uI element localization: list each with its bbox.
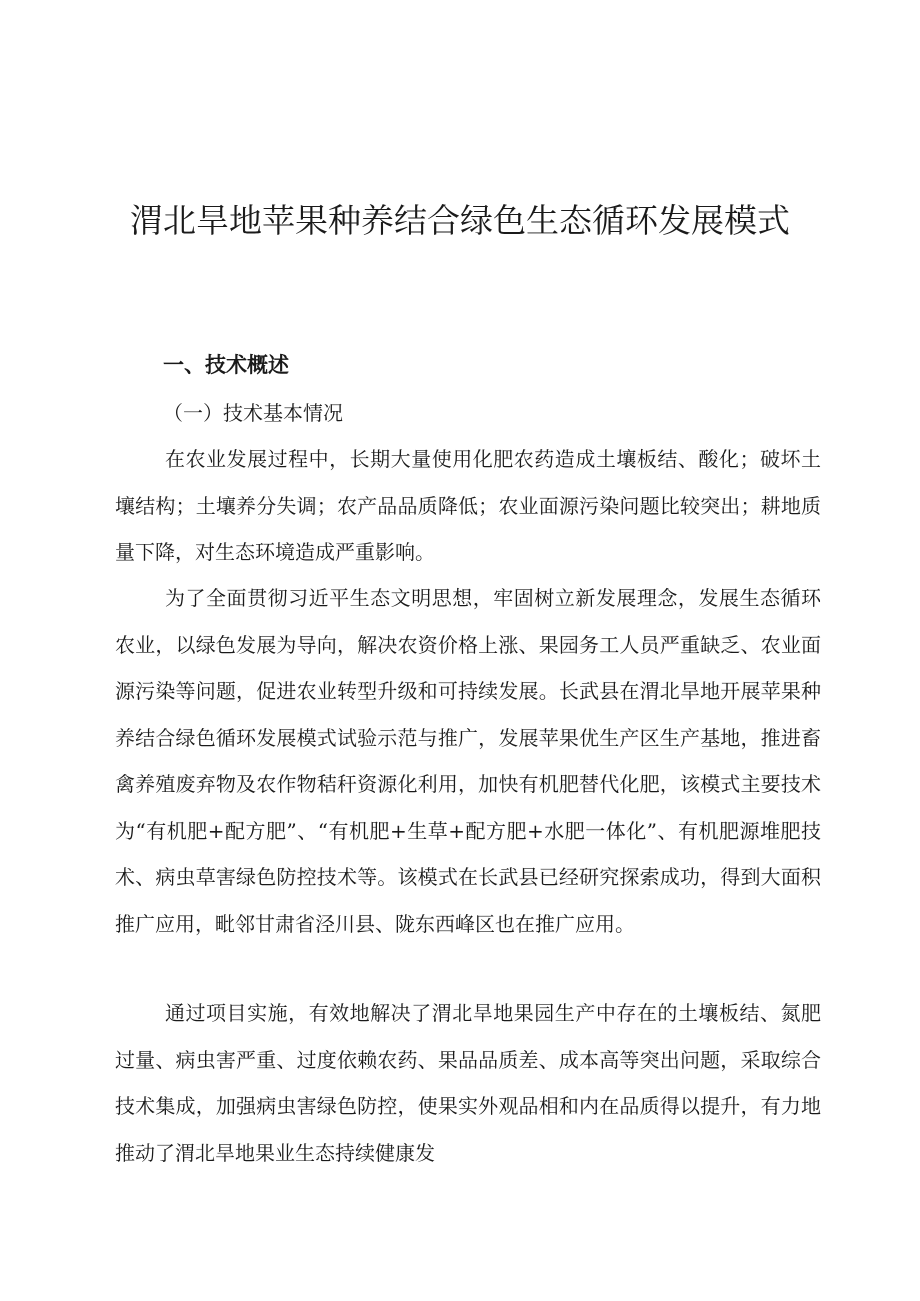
section-heading: 一、技术概述: [163, 353, 289, 377]
paragraph: 为了全面贯彻习近平生态文明思想，牢固树立新发展理念，发展生态循环农业，以绿色发展为导向，解决农资价格上涨、果园务工人员严重缺乏、农业面源污染等问题，促进农业转型升级和可持续发展。长武县在渭北旱地开展苹果种养结合绿色循环发展模式试验示范与推广，发展苹果优生产区生产基地，推进畜禽养殖废弃物及农作物秸秆资源化利用，加快有机肥替代化肥，该模式主要技术为“有机肥+配方肥”、“有机肥+生草+配方肥+水肥一体化”、有机肥源堆肥技术、病虫草害绿色防控技术等。该模式在长武县已经研究探索成功，得到大面积推广应用，毗邻甘肃省泾川县、陇东西峰区也在推广应用。: [115, 586, 821, 936]
subsection-heading: （一）技术基本情况: [163, 401, 343, 425]
paragraph: 通过项目实施，有效地解决了渭北旱地果园生产中存在的土壤板结、氮肥过量、病虫害严重、过度依赖农药、果品品质差、成本高等突出问题，采取综合技术集成，加强病虫害绿色防控，使果实外观品相和内在品质得以提升，有力地推动了渭北旱地果业生态持续健康发: [115, 1001, 821, 1165]
document-title: 渭北旱地苹果种养结合绿色生态循环发展模式: [130, 201, 790, 241]
paragraph: 在农业发展过程中，长期大量使用化肥农药造成土壤板结、酸化；破坏土壤结构；土壤养分失调；农产品品质降低；农业面源污染问题比较突出；耕地质量下降，对生态环境造成严重影响。: [115, 447, 821, 564]
